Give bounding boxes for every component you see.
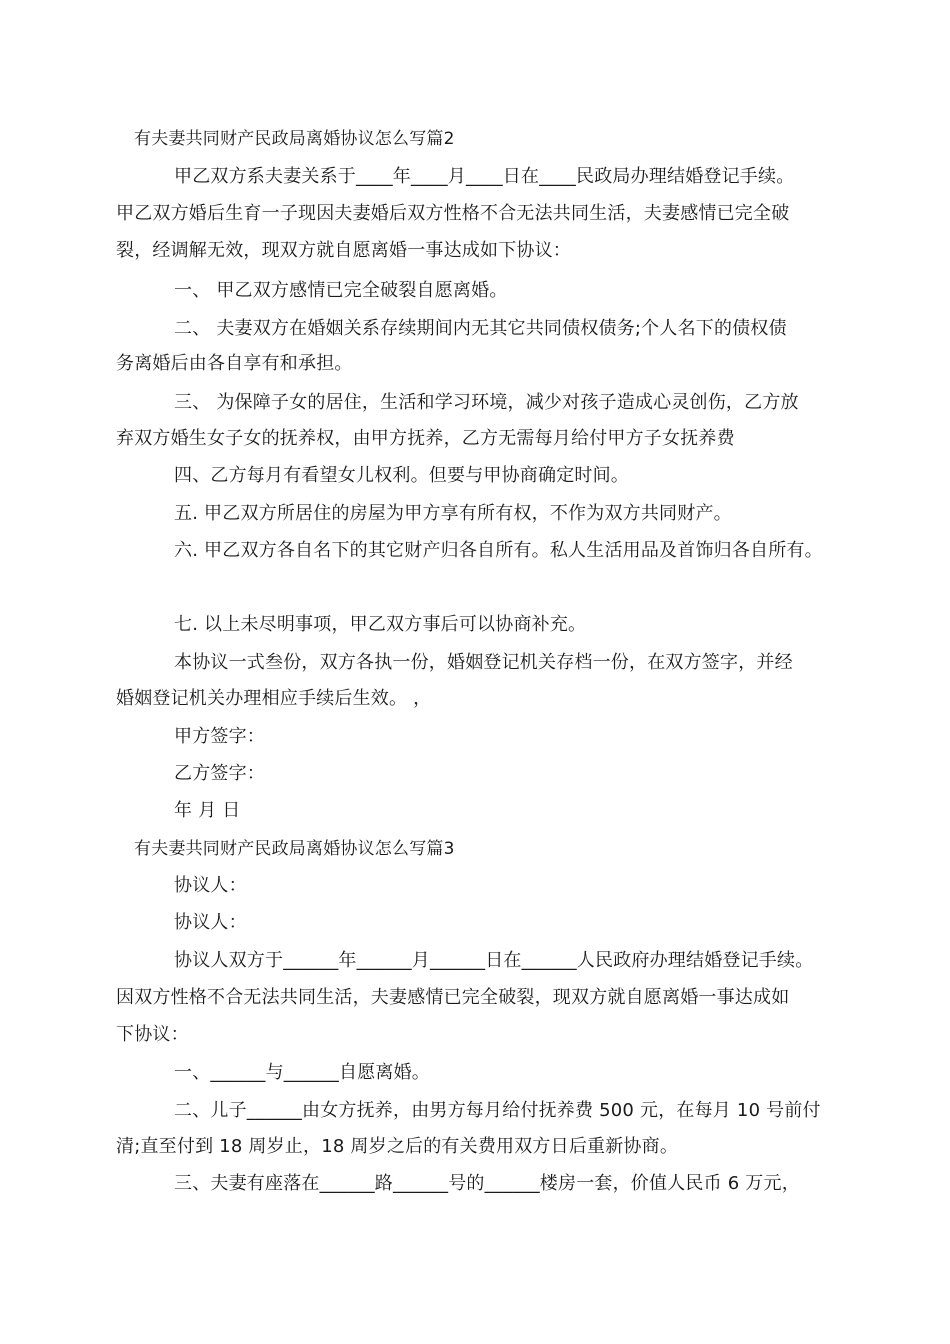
- signature-date: 年 月 日: [174, 800, 241, 821]
- section-3-party-1: 协议人：: [174, 875, 247, 896]
- section-2-intro-line-3: 裂，经调解无效，现双方就自愿离婚一事达成如下协议：: [116, 240, 571, 261]
- section-2-clause-3-line-1: 三、 为保障子女的居住，生活和学习环境，减少对孩子造成心灵创伤，乙方放: [174, 392, 799, 413]
- section-2-copies-line-1: 本协议一式叁份，双方各执一份，婚姻登记机关存档一份，在双方签字，并经: [174, 652, 793, 673]
- section-3-clause-2-line-2: 清;直至付到 18 周岁止，18 周岁之后的有关费用双方日后重新协商。: [116, 1136, 679, 1157]
- section-2-clause-2-line-2: 务离婚后由各自享有和承担。: [116, 353, 353, 374]
- section-2-clause-7: 七. 以上未尽明事项，甲乙双方事后可以协商补充。: [174, 614, 587, 635]
- section-3-clause-3: 三、夫妻有座落在______路______号的______楼房一套，价值人民币 6 万元，: [174, 1173, 800, 1194]
- signature-party-a: 甲方签字：: [174, 726, 265, 747]
- section-2-intro-line-2: 甲乙双方婚后生育一子现因夫妻婚后双方性格不合无法共同生活，夫妻感情已完全破: [116, 203, 790, 224]
- section-2-clause-6: 六. 甲乙双方各自名下的其它财产归各自所有。私人生活用品及首饰归各自所有。: [174, 540, 823, 561]
- section-3-clause-2-line-1: 二、儿子______由女方抚养，由男方每月给付抚养费 500 元，在每月 10 号前付: [174, 1100, 821, 1121]
- section-2-clause-2-line-1: 二、 夫妻双方在婚姻关系存续期间内无其它共同债权债务;个人名下的债权债: [174, 318, 787, 339]
- section-2-clause-4: 四、乙方每月有看望女儿权利。但要与甲协商确定时间。: [174, 465, 629, 486]
- section-3-intro-line-1: 协议人双方于______年______月______日在______人民政府办理结婚登记手续。: [174, 950, 814, 971]
- section-2-title: 有夫妻共同财产民政局离婚协议怎么写篇2: [134, 129, 455, 149]
- section-3-party-2: 协议人：: [174, 912, 247, 933]
- section-3-intro-line-2: 因双方性格不合无法共同生活，夫妻感情已完全破裂，现双方就自愿离婚一事达成如: [116, 987, 790, 1008]
- signature-party-b: 乙方签字：: [174, 763, 265, 784]
- section-3-clause-1: 一、______与______自愿离婚。: [174, 1062, 430, 1083]
- section-2-clause-5: 五. 甲乙双方所居住的房屋为甲方享有所有权，不作为双方共同财产。: [174, 503, 732, 524]
- section-2-intro-line-1: 甲乙双方系夫妻关系于____年____月____日在____民政局办理结婚登记手续。: [174, 166, 795, 187]
- section-3-title: 有夫妻共同财产民政局离婚协议怎么写篇3: [134, 839, 455, 859]
- section-3-intro-line-3: 下协议：: [116, 1024, 189, 1045]
- section-2-copies-line-2: 婚姻登记机关办理相应手续后生效。 ，: [116, 688, 432, 709]
- section-2-clause-1: 一、 甲乙双方感情已完全破裂自愿离婚。: [174, 280, 508, 301]
- section-2-clause-3-line-2: 弃双方婚生女子女的抚养权，由甲方抚养，乙方无需每月给付甲方子女抚养费: [116, 428, 735, 449]
